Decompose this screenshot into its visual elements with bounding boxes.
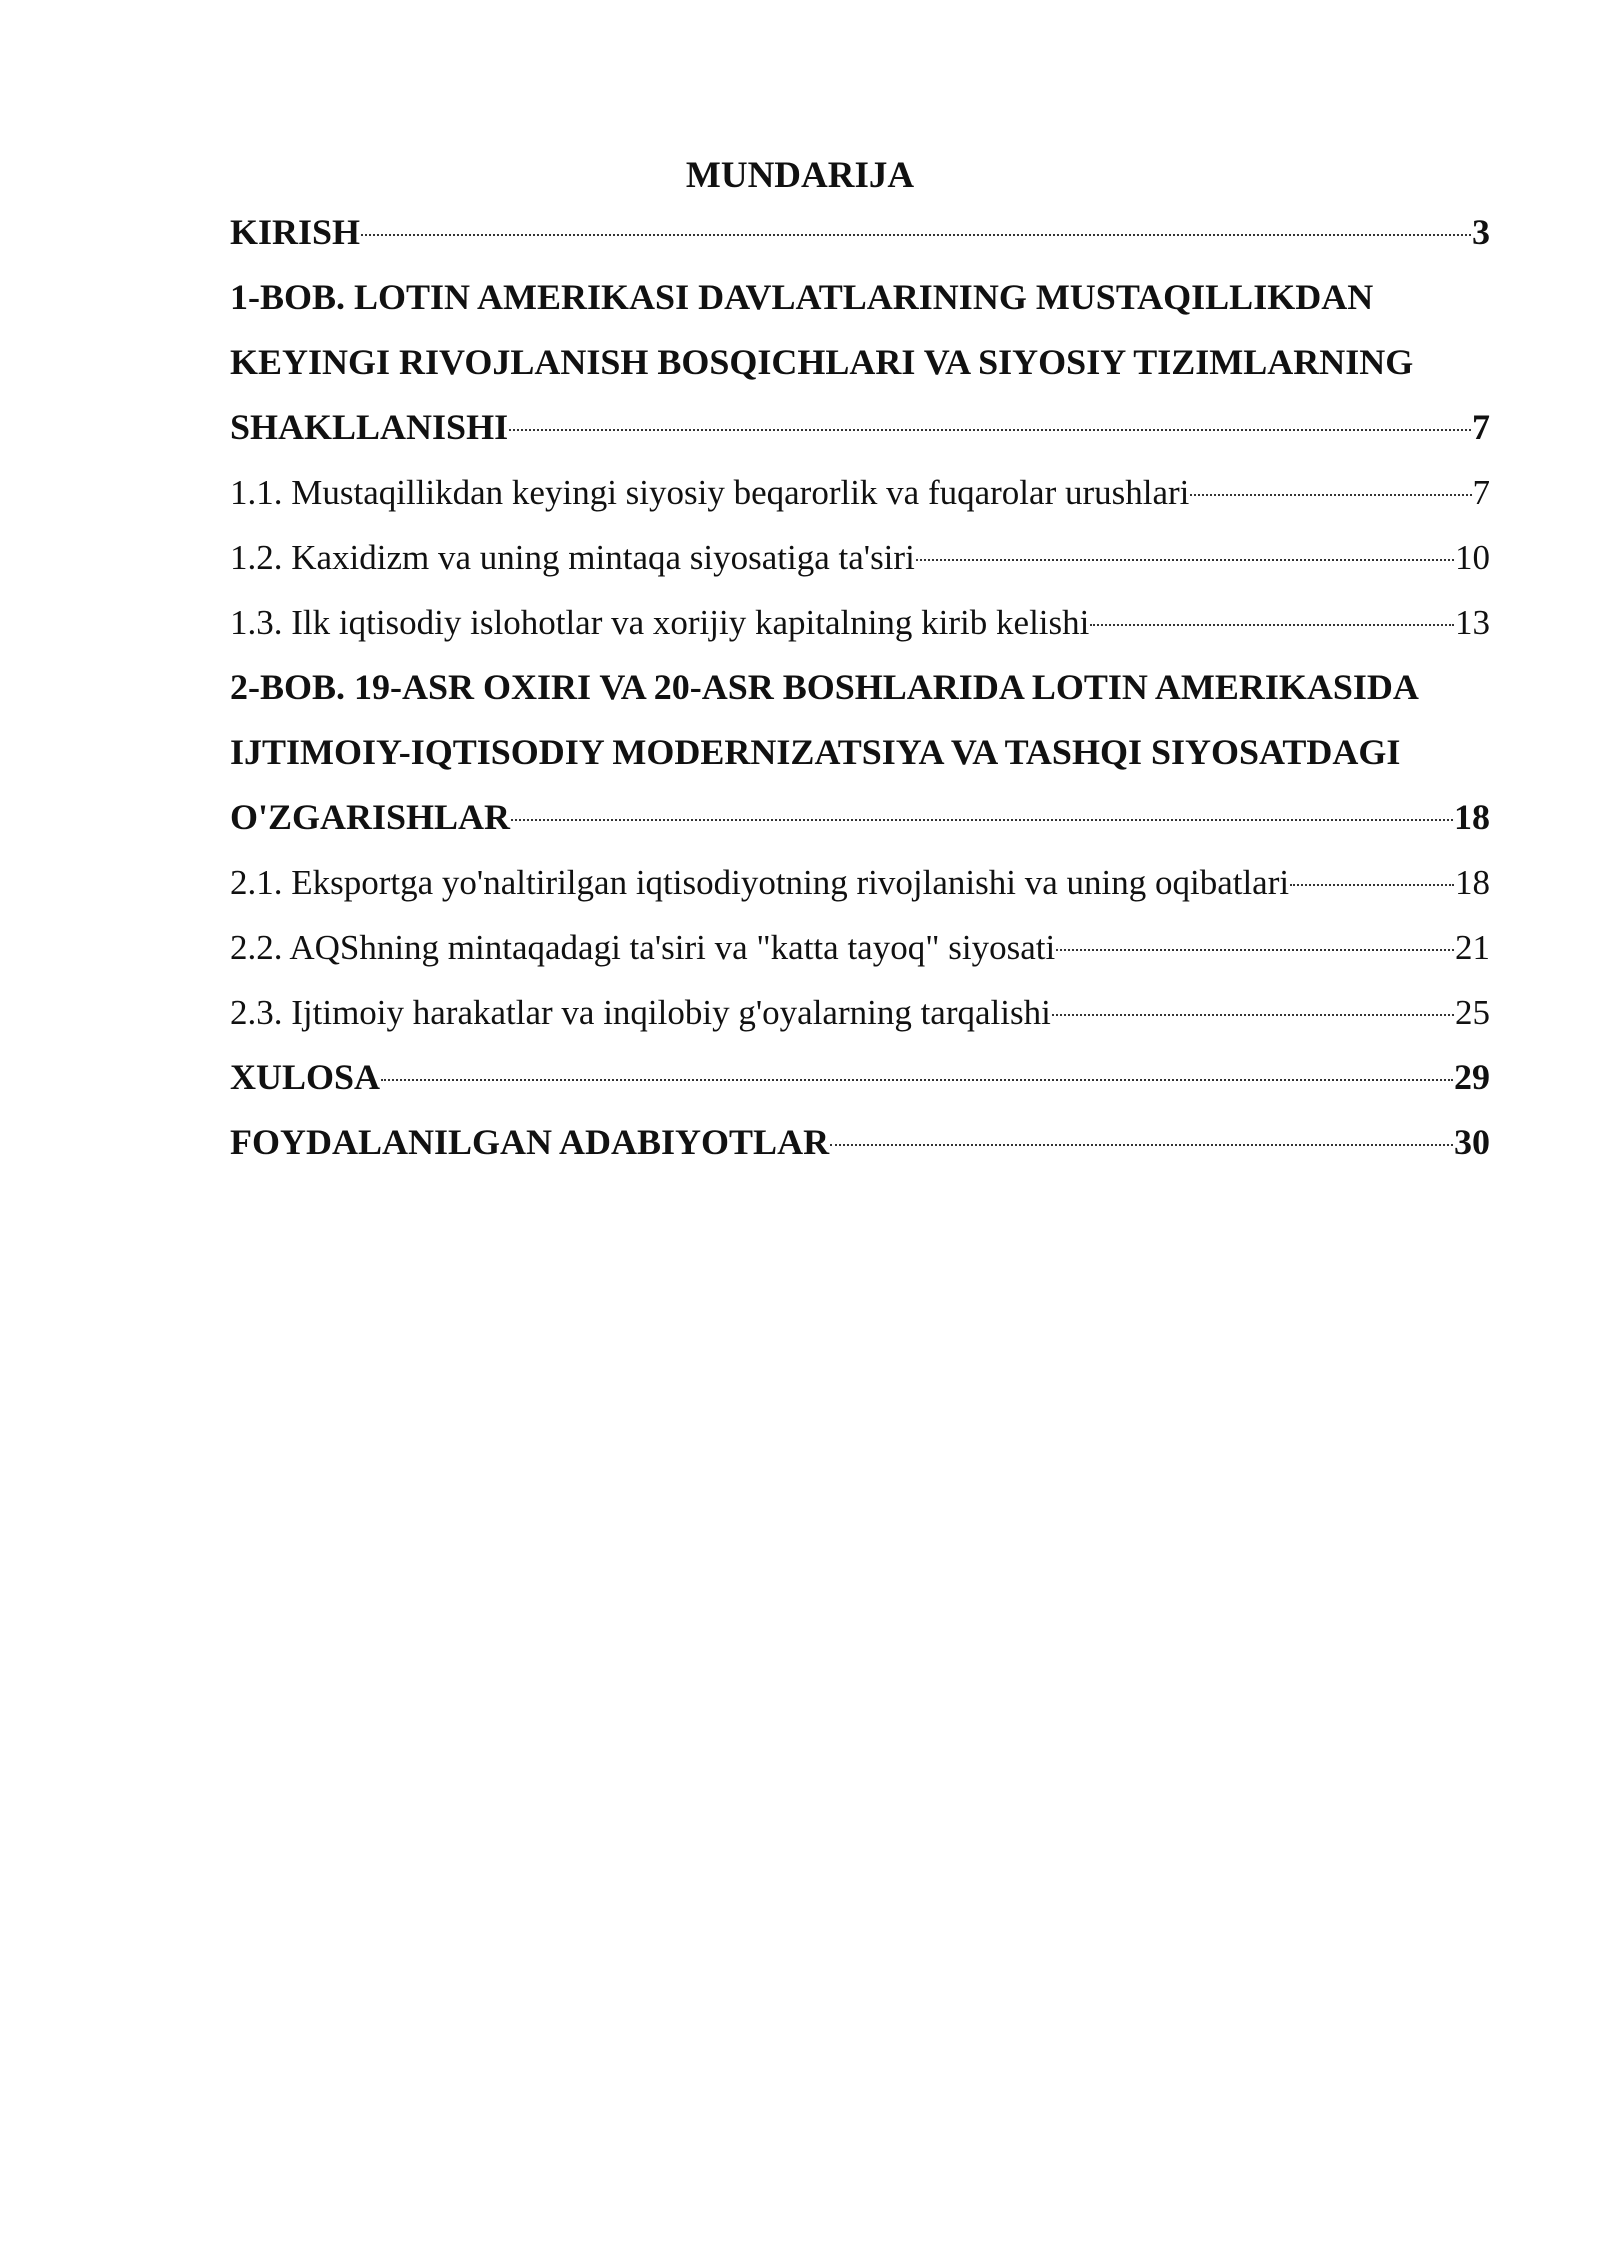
dot-leader [1290,884,1454,886]
toc-chapter-1-line-2[interactable] [230,330,1490,395]
toc-title: MUNDARIJA [685,155,915,196]
toc-chapter-2-line-3[interactable] [230,785,1490,850]
toc-entry-text: XULOSA [230,1057,381,1097]
toc-section-1-2[interactable] [230,525,1490,590]
toc-entry-text: 1-BOB. LOTIN AMERIKASI DAVLATLARINING MUSTAQILLIKDAN [230,277,1374,317]
toc-entry-text: FOYDALANILGAN ADABIYOTLAR [230,1122,830,1162]
toc-entry-text: 1.1. Mustaqillikdan keyingi siyosiy beqarorlik va fuqarolar urushlari [230,473,1190,512]
table-of-contents [230,200,1490,1175]
toc-section-2-2[interactable] [230,915,1490,980]
toc-section-1-3[interactable] [230,590,1490,655]
toc-page-number: 30 [1454,1122,1490,1162]
toc-chapter-2-line-2[interactable] [230,720,1490,785]
toc-entry-xulosa[interactable] [230,1045,1490,1110]
toc-entry-text: 1.2. Kaxidizm va uning mintaqa siyosatiga ta'siri [230,538,915,577]
toc-page-number: 3 [1472,212,1490,252]
toc-chapter-1-line-1[interactable] [230,265,1490,330]
toc-entry-text: 2.1. Eksportga yo'naltirilgan iqtisodiyotning rivojlanishi va uning oqibatlari [230,863,1290,902]
toc-entry-text: KIRISH [230,212,361,252]
dot-leader [509,429,1471,431]
dot-leader [830,1144,1453,1146]
toc-page-number: 10 [1455,538,1490,577]
toc-chapter-2-line-1[interactable] [230,655,1490,720]
dot-leader [1052,1014,1454,1016]
dot-leader [1056,949,1454,951]
toc-page-number: 18 [1455,863,1490,902]
toc-entry-text: SHAKLLANISHI [230,407,509,447]
toc-entry-kirish[interactable] [230,200,1490,265]
toc-chapter-1-line-3[interactable] [230,395,1490,460]
toc-page-number: 7 [1472,473,1490,512]
dot-leader [381,1079,1453,1081]
toc-entry-text: 2-BOB. 19-ASR OXIRI VA 20-ASR BOSHLARIDA LOTIN AMERIKASIDA [230,667,1419,707]
toc-page-number: 25 [1455,993,1490,1032]
toc-section-2-1[interactable] [230,850,1490,915]
toc-section-1-1[interactable] [230,460,1490,525]
toc-page-number: 7 [1472,407,1490,447]
toc-entry-text: 1.3. Ilk iqtisodiy islohotlar va xorijiy kapitalning kirib kelishi [230,603,1090,642]
toc-page-number: 18 [1454,797,1490,837]
toc-section-2-3[interactable] [230,980,1490,1045]
dot-leader [361,234,1471,236]
toc-page-number: 29 [1454,1057,1490,1097]
toc-entry-references[interactable] [230,1110,1490,1175]
toc-entry-text: 2.3. Ijtimoiy harakatlar va inqilobiy g'oyalarning tarqalishi [230,993,1051,1032]
dot-leader [1190,494,1471,496]
toc-entry-text: O'ZGARISHLAR [230,797,511,837]
toc-page-number: 13 [1455,603,1490,642]
dot-leader [1090,624,1454,626]
dot-leader [916,559,1454,561]
toc-entry-text: IJTIMOIY-IQTISODIY MODERNIZATSIYA VA TASHQI SIYOSATDAGI [230,732,1401,772]
toc-entry-text: 2.2. AQShning mintaqadagi ta'siri va "katta tayoq" siyosati [230,928,1056,967]
dot-leader [511,819,1453,821]
toc-entry-text: KEYINGI RIVOJLANISH BOSQICHLARI VA SIYOSIY TIZIMLARNING [230,342,1414,382]
toc-page-number: 21 [1455,928,1490,967]
